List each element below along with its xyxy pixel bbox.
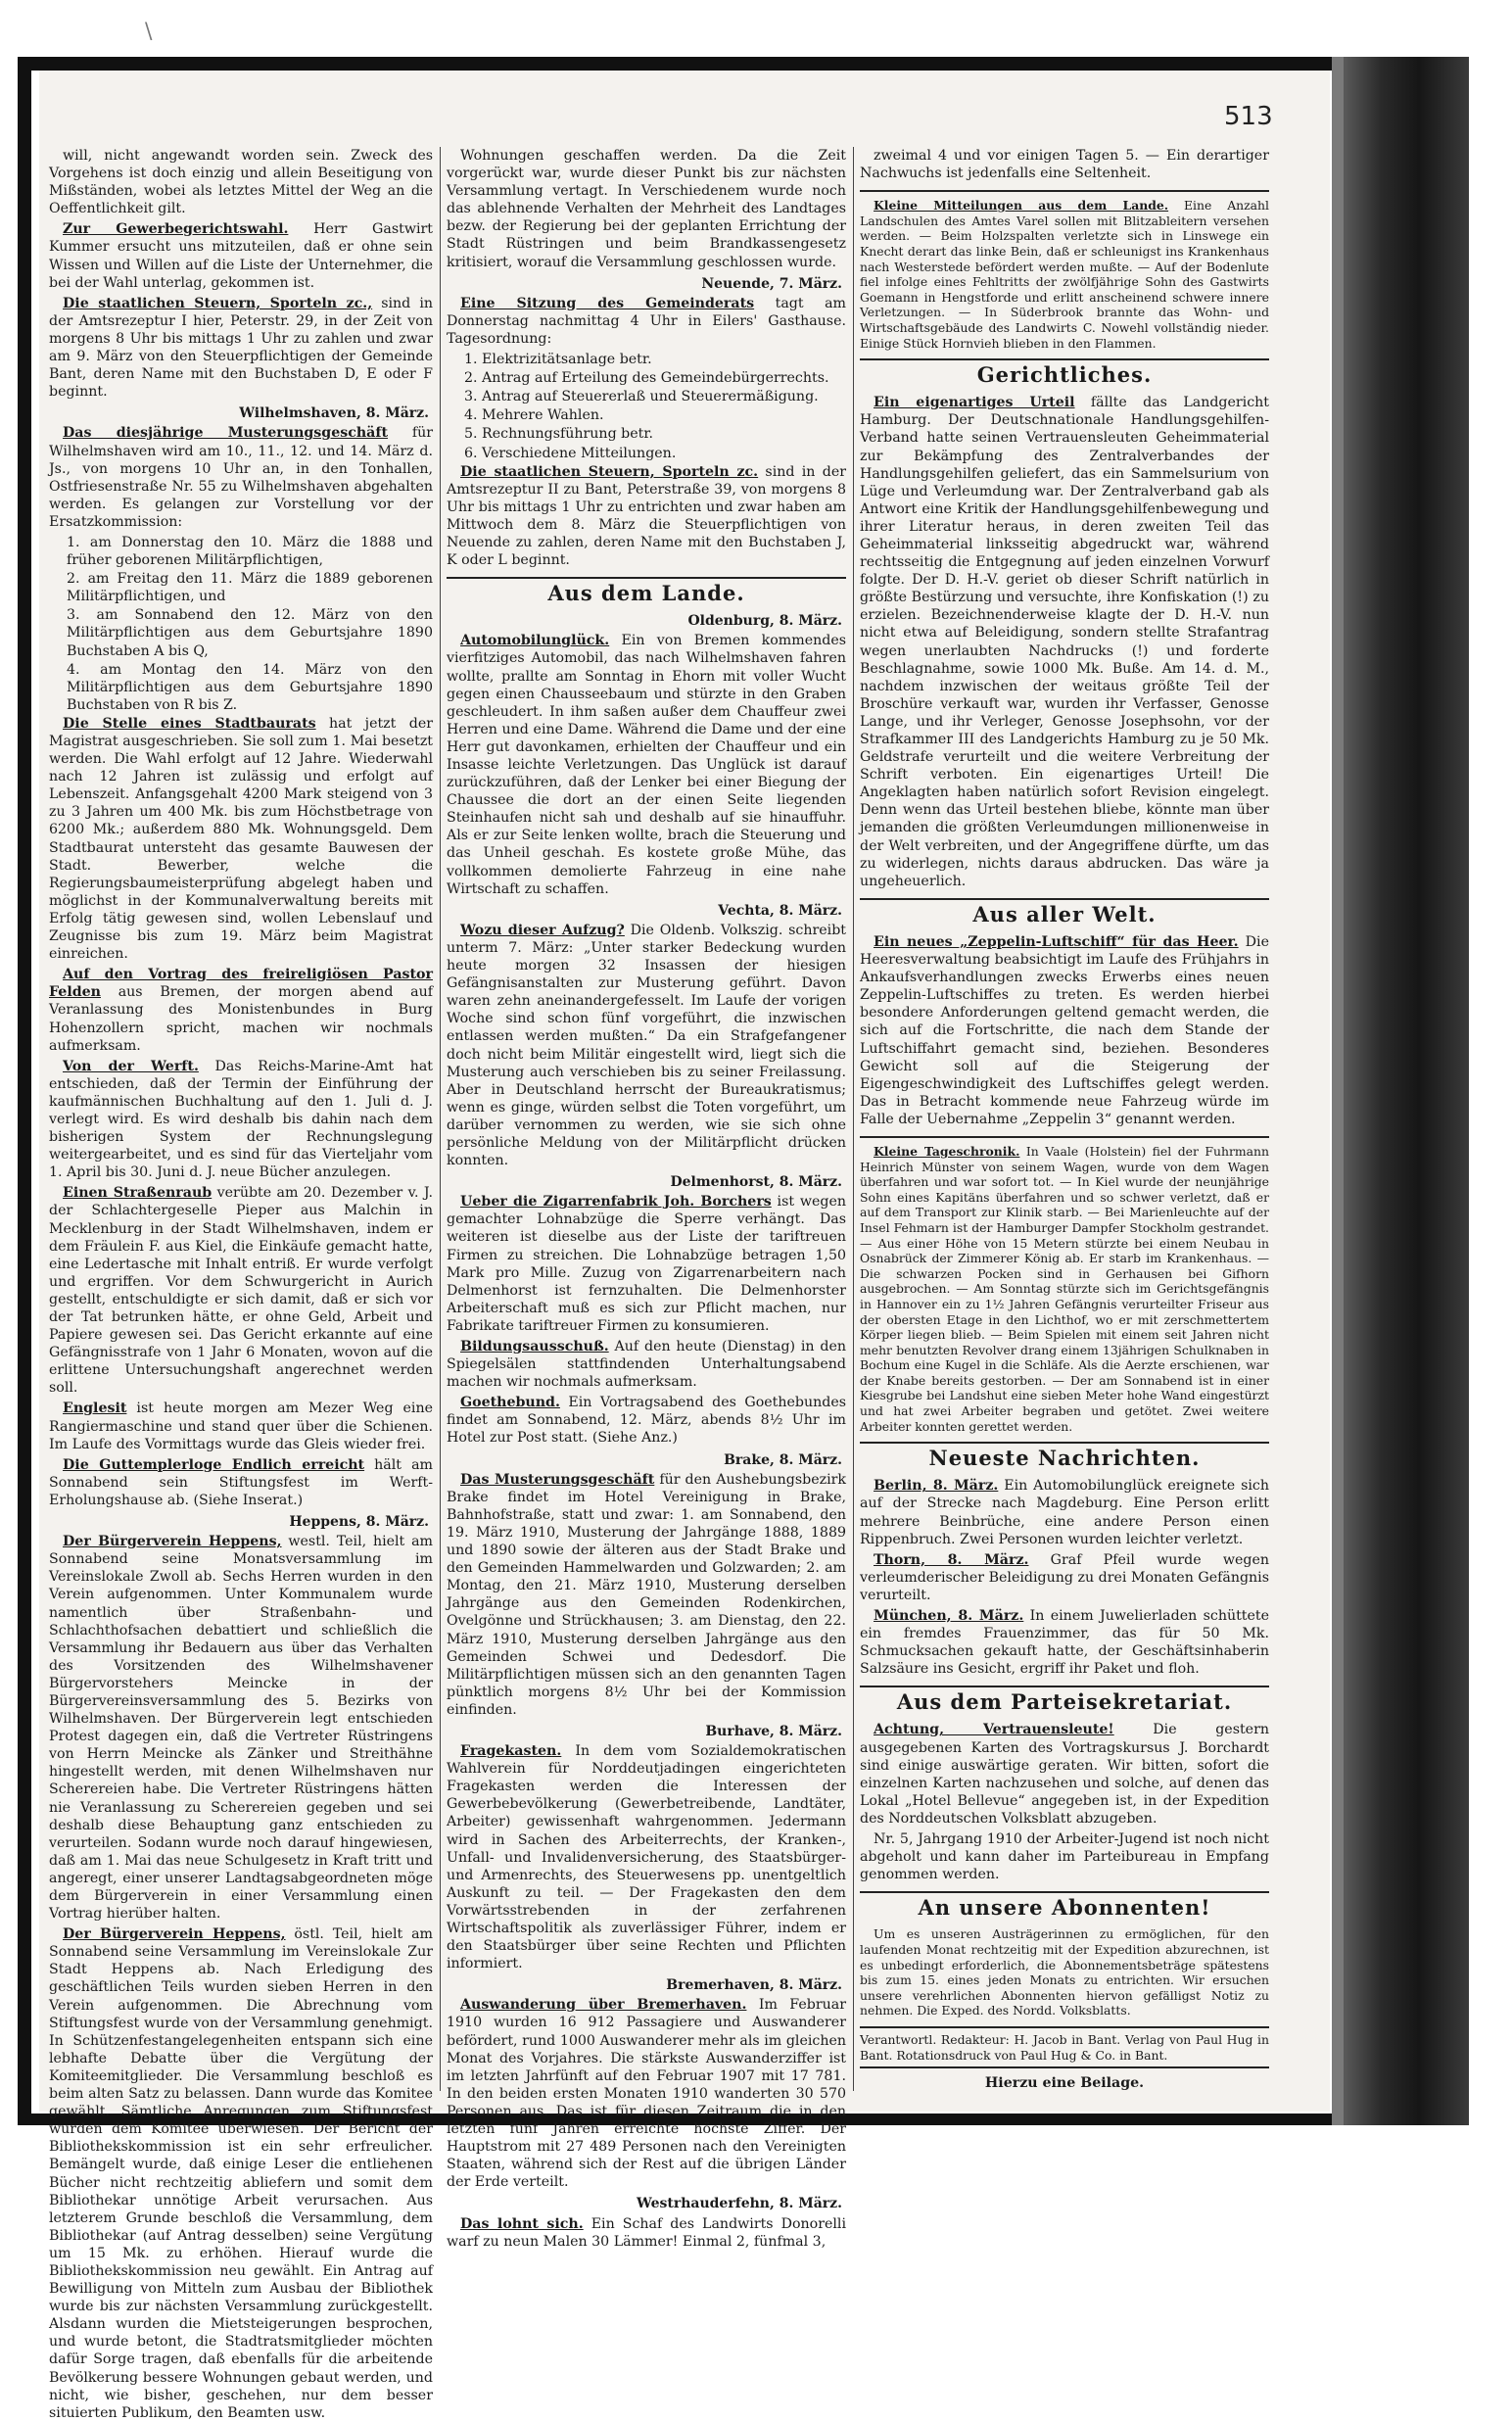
article-paragraph <box>49 1456 433 1509</box>
article-headline: Bildungsausschuß. <box>460 1339 609 1354</box>
article-headline: Auf den Vortrag des freireligiösen Pastor Felden <box>49 967 433 1001</box>
article-headline: Achtung, Vertrauensleute! <box>874 1722 1114 1738</box>
article-text: ist heute morgen am Mezer Weg eine Rangiermaschine und stand quer über die Schienen. Im Laufe des Vormittags wurde das Gleis wieder frei. <box>49 1401 433 1452</box>
column-rule <box>440 147 441 2091</box>
article-paragraph <box>860 394 1269 890</box>
article-text: hat jetzt der Magistrat ausgeschrieben. Sie soll zum 1. Mai besetzt werden. Die Wahl erfolgt auf 12 Jahre. Wiederwahl nach 12 Jahren ist zulässig und erfolgt auf Lebenszeit. Anfangsgehalt 4200 Mark steigend von 3 zu 3 Jahren um 400 Mk. bis zum Höchstbetrage von 6200 Mk.; außerdem 880 Mk. Wohnungsgeld. Dem Stadtbaurat untersteht das gesamte Bauwesen der Stadt. Bewerber, welche die Regierungsbaumeisterprüfung abgelegt haben und möglichst in der Kommunalverwaltung bereits mit Erfolg tätig gewesen sind, wollen Lebenslauf und Zeugnisse bis zum 19. März beim Magistrat einreichen. <box>49 715 433 963</box>
article-text: Auf den heute (Dienstag) in den Spiegelsälen stattfindenden Unterhaltungsabend machen wir nochmals aufmerksam. <box>447 1339 846 1391</box>
article-paragraph <box>447 2215 846 2251</box>
article-text: In einem Juwelierladen schüttete ein fremdes Frauenzimmer, das für 50 Mk. Schmucksachen gekauft hatte, der Geschäftsinhaberin Salzsäure ins Gesicht, ergriff ihr Paket und floh. <box>860 1608 1269 1678</box>
article-paragraph <box>49 715 433 963</box>
dateline: Delmenhorst, 8. März. <box>670 1174 842 1191</box>
article-paragraph <box>860 1144 1269 1434</box>
article-headline: Der Bürgerverein Heppens, <box>63 1926 286 1943</box>
page-number: 513 <box>1224 102 1273 131</box>
article-paragraph <box>49 295 433 402</box>
article-headline: Von der Werft. <box>63 1058 199 1074</box>
list-item: 4. am Montag den 14. März von den Militärpflichtigen aus dem Geburtsjahre 1890 Buchstaben von R bis Z. <box>67 661 433 713</box>
section-heading: An unsere Abonnenten! <box>860 1891 1269 1921</box>
article-text: sind in der Amtsrezeptur I hier, Peterstr. 29, in der Zeit von morgens 8 Uhr bis mittags 1 Uhr zu zahlen und zwar am 9. März von den Steuerpflichtigen der Gemeinde Bant, deren Name mit den Buchstaben D, E oder F beginnt. <box>49 295 433 401</box>
article-paragraph <box>49 1400 433 1452</box>
article-paragraph <box>860 1926 1269 2018</box>
article-paragraph <box>447 1338 846 1391</box>
list-item: 3. am Sonnabend den 12. März von den Militärpflichtigen aus dem Geburtsjahre 1890 Buchstaben A bis Q, <box>67 607 433 659</box>
scan-frame-top <box>29 57 1469 71</box>
article-headline: Das lohnt sich. <box>460 2215 584 2232</box>
article-text: östl. Teil, hielt am Sonnabend seine Versammlung im Vereinslokale Zur Stadt Heppens ab. Nach Erledigung des geschäftlichen Teils wurden sieben Herren in den Verein aufgenommen. Die Abrechnung vom Stiftungsfest wurde von der Versammlung genehmigt. In Schützenfestangelegenheiten entspann sich eine lebhafte Debatte über die Vergütung der Komiteemitglieder. Die Versammlung beschloß es beim alten Satz zu belassen. Dann wurde das Komitee gewählt. Sämtliche Anregungen zum Stiftungsfest wurden dem Komitee überwiesen. Der Bericht der Bibliothekskommission ist ein sehr erfreulicher. Bemängelt wurde, daß einige Leser die entliehenen Bücher nicht rechtzeitig abliefern und somit dem Bibliothekar unnötige Arbeit verursachen. Aus letzterem Grunde beschloß die Versammlung, dem Bibliothekar (auf Antrag desselben) seine Vergütung um 15 Mk. zu erhöhen. Hierauf wurde die Bibliothekskommission neu gewählt. Ein Antrag auf Bewilligung von Mitteln zum Ausbau der Bibliothek wurde bis zur nächsten Versammlung zurückgestellt. Alsdann wurden die Mietsteigerungen besprochen, und wurde betont, die Stadtratsmitglieder möchten dafür Sorge tragen, daß ebenfalls für die arbeitende Bevölkerung bessere Wohnungen gebaut werden, und nicht, wie bisher, geschehen, nur dem besser situierten Publikum, den Beamten usw. <box>49 1926 433 2421</box>
dateline: Westrhauderfehn, 8. März. <box>636 2196 842 2212</box>
article-text: Wohnungen geschaffen werden. Da die Zeit vorgerückt war, wurde dieser Punkt bis zur nächsten Versammlung vertagt. In Verschiedenem wurde noch das ablehnende Verhalten der Mehrheit des Landtages bezw. der Regierung bei der geplanten Errichtung der Stadt Rüstringen und beim Brandkassengesetz kritisiert, worauf die Versammlung geschlossen wurde. <box>447 148 846 270</box>
imprint: Verantwortl. Redakteur: H. Jacob in Bant. Verlag von Paul Hug in Bant. Rotationsdruck von Paul Hug & Co. in Bant. <box>860 2026 1269 2068</box>
supplement-note: Hierzu eine Beilage. <box>984 2075 1145 2092</box>
article-paragraph <box>447 147 846 271</box>
article-headline: Thorn, 8. März. <box>874 1551 1029 1568</box>
article-paragraph <box>447 295 846 348</box>
article-text: will, nicht angewandt worden sein. Zweck des Vorgehens ist doch einzig und allein Beseitigung von Mißständen, wobei als letztes Mittel der Weg an die Oeffentlichkeit gilt. <box>49 148 433 217</box>
list-item: 3. Antrag auf Steuererlaß und Steuerermäßigung. <box>464 389 819 405</box>
page-edge <box>1332 57 1344 2125</box>
article-paragraph <box>447 463 846 570</box>
article-paragraph <box>860 1551 1269 1604</box>
list-item: 5. Rechnungsführung betr. <box>464 426 654 443</box>
dateline: Brake, 8. März. <box>724 1451 842 1468</box>
article-paragraph <box>860 933 1269 1128</box>
article-headline: Eine Sitzung des Gemeinderats <box>460 295 755 311</box>
article-text: In Vaale (Holstein) fiel der Fuhrmann Heinrich Münster von seinem Wagen, wurde von dem Wagen überfahren und war sofort tot. — In Kiel wurde der neunjährige Sohn eines Kapitäns überfahren und so schwer verletzt, daß er auf dem Transport zur Klinik starb. — Bei Marienleuchte auf der Insel Fehmarn ist der Hamburger Dampfer Stockholm gestrandet. — Aus einer Höhe von 15 Metern stürzte bei einem Neubau in Osnabrück der Zimmerer König ab. Er starb im Krankenhaus. — Die schwarzen Pocken sind in Gerhausen bei Gifhorn ausgebrochen. — Am Sonntag stürzte sich im Gerichtsgefängnis in Hannover ein zu 1½ Jahren Gefängnis verurteilter Friseur aus der obersten Etage in den Lichthof, wo er mit zerschmettertem Körper liegen blieb. — Beim Spielen mit einem seit Jahren nicht mehr benutzten Revolver drang einem 13jährigen Schulknaben in Bochum eine Kugel in die Schläfe. Als die Aerzte erschienen, war der Knabe bereits gestorben. — Der am Sonnabend ist in einer Kiesgrube bei Landshut eine sieben Meter hohe Wand eingestürzt und hat zwei Arbeiter begraben und getötet. Zwei weitere Arbeiter konnten gerettet werden. <box>860 1143 1269 1434</box>
article-headline: Zur Gewerbegerichtswahl. <box>63 221 289 238</box>
article-text: tagt am Donnerstag nachmittag 4 Uhr in Eilers' Gasthause. Tagesordnung: <box>447 295 846 347</box>
article-text: Graf Pfeil wurde wegen verleumderischer Beleidigung zu drei Monaten Gefängnis verurteilt. <box>860 1551 1269 1603</box>
section-heading: Neueste Nachrichten. <box>860 1442 1269 1471</box>
article-headline: Ein neues „Zeppelin-Luftschiff“ für das Heer. <box>874 933 1239 950</box>
article-headline: Der Bürgerverein Heppens, <box>63 1534 282 1550</box>
article-paragraph <box>860 1830 1269 1883</box>
article-paragraph <box>860 1607 1269 1678</box>
dateline: Bremerhaven, 8. März. <box>666 1977 842 1994</box>
list-item: 6. Verschiedene Mitteilungen. <box>464 445 677 461</box>
article-paragraph <box>49 966 433 1054</box>
article-text: sind in der Amtsrezeptur II zu Bant, Peterstraße 39, von morgens 8 Uhr bis mittags 1 Uhr zu entrichten und zwar haben am Mittwoch dem 8. März die Steuerpflichtigen von Neuende zu zahlen, deren Name mit den Buchstaben J, K oder L beginnt. <box>447 463 846 569</box>
dateline: Heppens, 8. März. <box>289 1514 429 1531</box>
article-headline: Fragekasten. <box>460 1743 562 1760</box>
article-text: für Wilhelmshaven wird am 10., 11., 12. und 14. März d. Js., von morgens 10 Uhr an, in den Tonhallen, Ostfriesenstraße Nr. 55 zu Wilhelmshaven abgehalten werden. Es gelangen zur Vorstellung vor der Ersatzkommission: <box>49 425 433 530</box>
article-text: hält am Sonnabend sein Stiftungsfest im Werft-Erholungshause ab. (Siehe Inserat.) <box>49 1456 433 1508</box>
list-item: 2. Antrag auf Erteilung des Gemeindebürgerrechts. <box>464 370 829 387</box>
section-divider <box>860 1136 1269 1138</box>
list-item: 1. am Donnerstag den 10. März die 1888 und früher geborenen Militärpflichtigen, <box>67 534 433 569</box>
article-headline: Goethebund. <box>460 1395 560 1411</box>
article-headline: Das diesjährige Musterungsgeschäft <box>63 425 389 442</box>
article-text: fällte das Landgericht Hamburg. Der Deutschnationale Handlungsgehilfen-Verband hatte seinen Vertrauensleuten Geheimmaterial zur Bekämpfung des Zentralverbandes der Handlungsgehilfen geliefert, das ein Sammelsurium von Lüge und Verleumdung war. Der Zentralverband gab als Antwort eine Kritik der Handlungsgehilfenbewegung und ihrer Literatur heraus, in deren zweiten Teil das Geheimmaterial linksseitig abgedruckt war, während rechtsseitig die Entgegnung auf jeden einzelnen Vorwurf folgte. Der D. H.-V. geriet ob dieser Schrift natürlich in größte Bestürzung und versuchte, ihre Konfiskation (!) zu erzielen. Bezeichnenderweise klagte der D. H.-V. nun nicht etwa auf Beleidigung, sondern stellte Strafantrag wegen unerlaubten Nachdrucks (!) und forderte Beschlagnahme, sowie 1000 Mk. Buße. Am 14. d. M., nachdem inzwischen der weitaus größte Teil der Broschüre verkauft war, wurden ihr Verfasser, Genosse Lange, und ihr Verleger, Genosse Josephsohn, vor der Strafkammer III des Landgerichts Hamburg zu je 50 Mk. Geldstrafe verurteilt und die weitere Verbreitung der Schrift verboten. Ein eigenartiges Urteil! Die Angeklagten haben natürlich sofort Revision eingelegt. Denn wenn das Urteil bestehen bliebe, könnte man über jemanden die größten Verleumdungen millionenweise in der Welt verbreiten, und der Angegriffene dürfte, um das zu widerlegen, nichts daraus abdrucken. Das wäre ja ungeheuerlich. <box>860 395 1269 889</box>
article-text: Eine Anzahl Landschulen des Amtes Varel sollen mit Blitzableitern versehen werden. — Beim Holzspalten verletzte sich in Linswege ein Knecht derart das linke Bein, daß er schleunigst ins Krankenhaus nach Westerstede befördert werden mußte. — Auf der Bodenlute fiel infolge eines Fehltritts der zwölfjährige Sohn des Gastwirts Goemann in Hengstforde und erlitt anscheinend schwere innere Verletzungen. — In Süderbrook brannte das Wohn- und Wirtschaftsgebäude des Landwirts C. Nowehl vollständig nieder. Einige Stück Hornvieh blieben in den Flammen. <box>860 198 1270 351</box>
dateline: Oldenburg, 8. März. <box>687 613 842 630</box>
article-text: Das Reichs-Marine-Amt hat entschieden, daß der Termin der Einführung der kaufmännischen Buchhaltung auf den 1. Juli d. J. verlegt wird. Es wird deshalb bis dahin nach dem bisherigen System der Rechnungslegung weitergearbeitet, und es sind für das Vierteljahr vom 1. April bis 30. Juni d. J. neue Bücher anzulegen. <box>49 1058 434 1181</box>
article-text: zweimal 4 und vor einigen Tagen 5. — Ein derartiger Nachwuchs ist jedenfalls eine Seltenheit. <box>860 148 1269 182</box>
section-heading: Aus dem Lande. <box>447 577 846 606</box>
article-paragraph <box>860 147 1269 182</box>
dateline: Burhave, 8. März. <box>705 1723 842 1739</box>
list-item: 4. Mehrere Wahlen. <box>464 407 604 424</box>
article-text: Die Oldenb. Volkszig. schreibt unterm 7. März: „Unter starker Bedeckung wurden heute morgen 32 Insassen der hiesigen Gefängnisanstalten zur Musterung geführt. Davon waren zehn aneinandergefesselt. Im Laufe der vorigen Woche sind schon fünf vorgeführt, die inzwischen entlassen werden mußten.“ Da ein Strafgefangener doch nicht beim Militär eingestellt wird, liegt sich die Musterung auch verschieben bis zu seiner Freilassung. Aber in Deutschland herrscht der Bureaukratismus; wenn es ginge, würden selbst die Toten vorgeführt, um darüber vernommen zu werden, wie sie sich ohne persönliche Meldung von der Militärpflicht drücken konnten. <box>447 922 846 1169</box>
scratch-mark: \ <box>145 20 153 44</box>
article-paragraph <box>860 198 1269 351</box>
article-paragraph <box>447 632 846 897</box>
article-text: In dem vom Sozialdemokratischen Wahlverein für Norddeutjadingen eingerichteten Fragekasten werden die Interessen der Gewerbebevölkerung (Gewerbetreibende, Landtäter, Arbeiter) gewissenhaft wahrgenommen. Jedermann wird in Sachen des Arbeiterrechts, der Kranken-, Unfall- und Invalidenversicherung, des Staatsbürger- und Armenrechts, des Steuerwesens pp. unentgeltlich Auskunft zu teil. — Der Fragekasten den dem Vorwärtsstrebenden in der zerfahrenen Wirtschaftspolitik als zuverlässiger Führer, indem er den Staatsbürger über seine Rechten und Pflichten informiert. <box>447 1743 846 1972</box>
article-paragraph <box>447 1193 846 1335</box>
section-divider <box>860 190 1269 192</box>
article-paragraph <box>49 1533 433 1923</box>
article-paragraph <box>49 220 433 291</box>
article-text: westl. Teil, hielt am Sonnabend seine Monatsversammlung im Vereinslokale Zwoll ab. Sechs Herren wurden in den Verein aufgenommen. Unter Kommunalem wurde namentlich über Straßenbahn- und Schlachthofsachen debattiert und schließlich die Versammlung ihr Bedauern aus über das Verhalten des Vorsitzenden des Wilhelmshavener Bürgervorstehers Meincke in der Bürgervereinsversammlung des 5. Bezirks von Wilhelmshaven. Der Bürgerverein legt entschieden Protest dagegen ein, daß die Vertreter Rüstringens von Herrn Meincke als Zänker und Streithähne hingestellt werden, mit denen Wilhelmshaven nur Scherereien habe. Die Vertreter Rüstringens hätten nie Veranlassung zu Scherereien gegeben und sei deshalb diese Behauptung ganz entschieden zu verurteilen. Sodann wurde noch darauf hingewiesen, daß am 1. Mai das neue Schulgesetz in Kraft tritt und angeregt, einer unserer Landtagsabgeordneten möge dem Bürgerverein in einer Versammlung einen Vortrag hierüber halten. <box>49 1534 433 1923</box>
article-headline: Kleine Tageschronik. <box>874 1143 1020 1159</box>
article-headline: Ueber die Zigarrenfabrik Joh. Borchers <box>460 1194 772 1211</box>
article-text: Die gestern ausgegebenen Karten des Vortragskursus J. Borchardt sind einige auswärtige geraten. Wir bitten, sofort die einzelnen Karten nachzusehen und solche, auf denen das Lokal „Hotel Bellevue“ angegeben ist, in der Expedition des Norddeutschen Volksblatt abzugeben. <box>860 1722 1269 1827</box>
article-text: Um es unseren Austrägerinnen zu ermöglichen, für den laufenden Monat rechtzeitig mit der Expedition abzurechnen, ist es unbedingt erforderlich, die Abonnementsbeträge spätestens bis zum 15. eines jeden Monats zu entrichten. Wir ersuchen unsere verehrlichen Abonnenten hiervon gefälligst Notiz zu nehmen. Die Exped. des Nordd. Volksblatts. <box>860 1926 1269 2018</box>
list-item: 1. Elektrizitätsanlage betr. <box>464 352 652 368</box>
article-paragraph <box>447 1394 846 1447</box>
article-text: Nr. 5, Jahrgang 1910 der Arbeiter-Jugend ist noch nicht abgeholt und kann daher im Parteibureau in Empfang genommen werden. <box>860 1831 1269 1883</box>
list-item: 2. am Freitag den 11. März die 1889 geborenen Militärpflichtigen, und <box>67 571 433 605</box>
article-paragraph <box>49 1925 433 2422</box>
article-headline: Automobilunglück. <box>460 633 610 649</box>
article-headline: Auswanderung über Bremerhaven. <box>460 1997 747 2014</box>
article-text: verübte am 20. Dezember v. J. der Schlachtergeselle Pieper aus Malchin in Mecklenburg in der Stadt Wilhelmshaven, indem er dem Fräulein F. aus Kiel, die Einkäufe gemacht hatte, eine Ledertasche mit Inhalt entriß. Er wurde verfolgt und ergriffen. Vor dem Schwurgericht in Aurich gestellt, entschuldigte er sich damit, daß er sich vor der Tat betrunken hätte, er ohne Geld, Arbeit und Papiere gewesen sei. Das Gericht erkannte auf eine Gefängnisstrafe von 1 Jahr 6 Monaten, wovon auf die erlittene Untersuchungshaft angerechnet werden soll. <box>49 1185 433 1397</box>
article-paragraph <box>447 1996 846 2191</box>
article-headline: Die Stelle eines Stadtbaurats <box>63 715 316 732</box>
article-text: Herr Gastwirt Kummer ersucht uns mitzuteilen, daß er ohne sein Wissen und Willen auf die Liste der Unternehmer, die bei der Wahl unterlag, gekommen ist. <box>49 221 433 291</box>
column-right <box>860 147 1269 2091</box>
article-paragraph <box>49 424 433 531</box>
article-paragraph <box>447 1471 846 1719</box>
section-heading: Aus dem Parteisekretariat. <box>860 1686 1269 1715</box>
dateline: Wilhelmshaven, 8. März. <box>239 405 429 422</box>
article-headline: München, 8. März. <box>874 1608 1024 1624</box>
section-heading: Gerichtliches. <box>860 358 1269 388</box>
article-headline: Berlin, 8. März. <box>874 1478 999 1495</box>
column-left <box>49 147 434 2421</box>
article-paragraph <box>860 1721 1269 1828</box>
article-paragraph <box>49 1058 433 1182</box>
article-paragraph <box>447 1742 846 1972</box>
dateline: Vechta, 8. März. <box>718 902 842 919</box>
column-middle <box>447 147 846 2250</box>
article-headline: Die staatlichen Steuern, Sporteln zc., <box>63 295 373 311</box>
article-paragraph <box>49 1184 433 1397</box>
article-headline: Die staatlichen Steuern, Sporteln zc. <box>460 463 759 480</box>
article-headline: Wozu dieser Aufzug? <box>460 922 625 938</box>
article-paragraph <box>447 922 846 1169</box>
section-heading: Aus aller Welt. <box>860 898 1269 927</box>
article-text: ist wegen gemachter Lohnabzüge die Sperre verhängt. Das weiteren ist dieselbe aus der Liste der tariftreuen Firmen zu streichen. Die Lohnabzüge betragen 1,50 Mark pro Mille. Zuzug von Zigarrenarbeitern nach Delmenhorst ist fernzuhalten. Die Delmenhorster Arbeiterschaft muß es sich zur Pflicht machen, nur Fabrikate tariftreuer Firmen zu konsumieren. <box>447 1194 846 1334</box>
book-binding <box>1344 57 1469 2125</box>
article-text: Im Februar 1910 wurden 16 912 Passagiere und Auswanderer befördert, rund 1000 Auswanderer mehr als im gleichen Monat des Vorjahres. Die stärkste Auswanderziffer ist im letzten Jahrfünft auf den Februar 1907 mit 17 781. In den beiden ersten Monaten 1910 wanderten 30 570 Personen aus. Das ist für diesen Zeitraum die in den letzten fünf Jahren erreichte höchste Ziffer. Der Hauptstrom mit 27 489 Personen nach den Vereinigten Staaten, während sich der Rest auf die übrigen Länder der Erde verteilt. <box>447 1997 846 2191</box>
scan-frame-left <box>18 57 31 2123</box>
article-text: Ein Schaf des Landwirts Donorelli warf zu neun Malen 30 Lämmer! Einmal 2, fünfmal 3, <box>447 2215 846 2250</box>
article-text: Ein von Bremen kommendes vierfitziges Automobil, das nach Wilhelmshaven fahren wollte, prallte am Sonntag in Ehorn mit voller Wucht gegen einen Chausseebaum und stürzte in den Graben geschleudert. In ihm saßen außer dem Chauffeur zwei Herren und eine Dame. Während die Dame und der eine Herr gut davonkamen, erhielten der Chauffeur und ein Insasse leichte Verletzungen. Das Unglück ist darauf zurückzuführen, daß der Lenker bei einer Biegung der Chaussee die dort an der einen Seite liegenden Steinhaufen nicht sah und deshalb auf sie hinauffuhr. Als er zur Seite lenken wollte, brach die Steuerung und das Unheil geschah. Es kostete große Mühe, das vollkommen demolierte Fahrzeug in eine nahe Wirtschaft zu schaffen. <box>447 633 846 897</box>
article-headline: Das Musterungsgeschäft <box>460 1471 655 1488</box>
article-paragraph <box>860 1477 1269 1547</box>
article-text: Die Heeresverwaltung beabsichtigt im Laufe des Frühjahrs in Ankaufsverhandlungen zwecks Erwerbs eines neuen Zeppelin-Luftschiffes zu treten. Es werden hierbei besondere Anforderungen geltend gemacht werden, die sich auf die Fortschritte, die nach dem Stande der Luftschiffahrt gemacht sind, beziehen. Besonderes Gewicht soll auf die Steigerung der Eigengeschwindigkeit des Luftschiffes gelegt werden. Das in Betracht kommende neue Fahrzeug würde im Falle der Uebernahme „Zeppelin 3“ genannt werden. <box>860 933 1269 1127</box>
article-headline: Einen Straßenraub <box>63 1185 213 1202</box>
dateline: Neuende, 7. März. <box>701 275 842 292</box>
article-headline: Die Guttemplerloge Endlich erreicht <box>63 1456 365 1473</box>
article-headline: Ein eigenartiges Urteil <box>874 395 1075 411</box>
article-text: Ein Vortragsabend des Goethebundes findet am Sonnabend, 12. März, abends 8½ Uhr im Hotel zur Post statt. (Siehe Anz.) <box>447 1395 846 1447</box>
article-paragraph <box>49 147 433 217</box>
column-rule <box>853 147 854 2091</box>
article-text: aus Bremen, der morgen abend auf Veranlassung des Monistenbundes in Burg Hohenzollern spricht, machen wir nochmals aufmerksam. <box>49 984 433 1054</box>
article-headline: Englesit <box>63 1401 127 1417</box>
article-text: für den Aushebungsbezirk Brake findet im Hotel Vereinigung in Brake, Bahnhofstraße, statt und zwar: 1. am Sonnabend, den 19. März 1910, Musterung der Jahrgänge 1888, 1889 und 1890 sowie der älteren aus der Stadt Brake und den Gemeinden Hammelwarden und Golzwarden; 2. am Montag, den 21. März 1910, Musterung derselben Jahrgänge aus den Gemeinden Rodenkirchen, Ovelgönne und Strückhausen; 3. am Dienstag, den 22. März 1910, Musterung derselben Jahrgänge aus den Gemeinden Schwei und Dedesdorf. Die Militärpflichtigen müssen sich an den genannten Tagen pünktlich morgens 8½ Uhr bei der Kommission einfinden. <box>447 1471 846 1718</box>
article-headline: Kleine Mitteilungen aus dem Lande. <box>874 198 1169 214</box>
article-text: Ein Automobilunglück ereignete sich auf der Strecke nach Magdeburg. Eine Person erlitt mehrere Beinbrüche, eine andere Person einen Rippenbruch. Zwei Personen wurden leichter verletzt. <box>860 1478 1269 1547</box>
